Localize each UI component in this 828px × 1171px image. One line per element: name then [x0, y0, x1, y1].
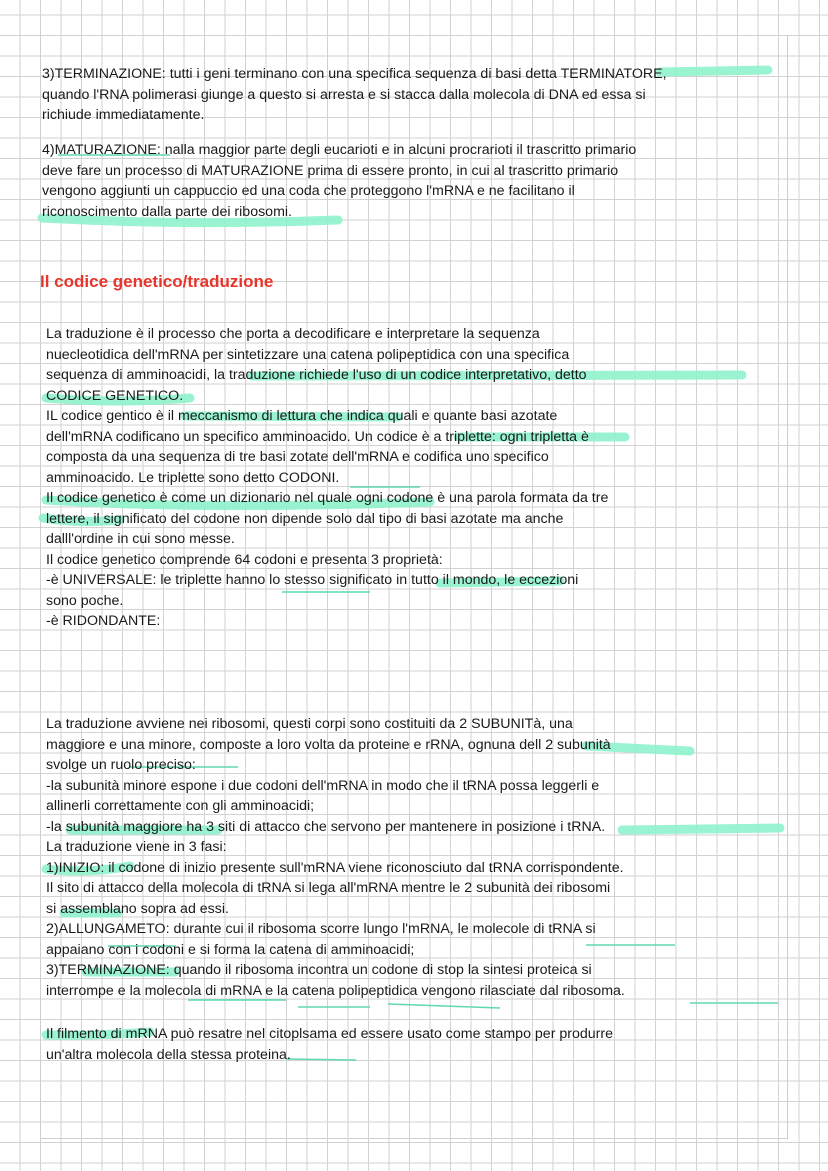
- text-line: 3)TERMINAZIONE: quando il ribosoma incontra un codone di stop la sintesi proteica si: [46, 962, 592, 978]
- text-line: appaiano con i codoni e si forma la catena di amminoacidi;: [46, 941, 415, 958]
- text-line: nuecleotidica dell'mRNA per sintetizzare una catena polipeptidica con una specifica: [46, 346, 570, 363]
- text-line: IL codice gentico è il meccanismo di lettura che indica quali e quante basi azotate: [46, 408, 558, 424]
- text-line: lettere, il significato del codone non dipende solo dal tipo di basi azotate ma anche: [46, 510, 564, 527]
- text-line: vengono aggiunti un cappuccio ed una coda che proteggono l'mRNA e ne facilitano il: [42, 183, 575, 199]
- text-line: Il filmento di mRNA può resatre nel citoplsama ed essere usato come stampo per produrre: [46, 1026, 613, 1042]
- text-line: deve fare un processo di MATURAZIONE prima di essere pronto, in cui al trascritto primario: [42, 162, 619, 179]
- text-line: dell'mRNA codificano un specifico amminoacido. Un codice è a triplette: ogni tripletta è: [46, 428, 589, 445]
- text-line: sono poche.: [46, 592, 124, 609]
- text-line: Il codice genetico è come un dizionario nel quale ogni codone è una parola formata da tre: [46, 490, 609, 506]
- section-codice-genetico: [46, 324, 778, 632]
- text-line: dalll'ordine in cui sono messe.: [46, 531, 235, 547]
- text-line: si assemblano sopra ad essi.: [46, 900, 229, 917]
- text-line: amminoacido. Le triplette sono detto CODONI.: [46, 469, 340, 486]
- section-traduzione-ribosomi: [46, 714, 778, 1001]
- text-line: CODICE GENETICO.: [46, 387, 184, 404]
- text-line: La traduzione avviene nei ribosomi, questi corpi sono costituiti da 2 SUBUNITà, una: [46, 716, 573, 732]
- text-line: sequenza di amminoacidi, la traduzione richiede l'uso di un codice interpretativo, detto: [46, 367, 587, 383]
- text-line: 1)INIZIO: il codone di inizio presente sull'mRNA viene riconosciuto dal tRNA corrispondente.: [46, 859, 624, 876]
- text-line: La traduzione viene in 3 fasi:: [46, 839, 227, 855]
- section-filmento: [46, 1024, 778, 1065]
- text-line: La traduzione è il processo che porta a decodificare e interpretare la sequenza: [46, 326, 540, 342]
- text-line: riconoscimento dalla parte dei ribosomi.: [42, 203, 292, 220]
- text-line: -è UNIVERSALE: le triplette hanno lo stesso significato in tutto il mondo, le eccezioni: [46, 572, 579, 588]
- text-line: un'altra molecola della stessa proteina.: [46, 1046, 291, 1063]
- text-line: 4)MATURAZIONE: nalla maggior parte degli eucarioti e in alcuni procrarioti il trascritto primario: [42, 142, 637, 158]
- text-line: 3)TERMINAZIONE: tutti i geni terminano con una specifica sequenza di basi detta TERMINATORE,: [42, 66, 667, 82]
- text-line: composta da una sequenza di tre basi zotate dell'mRNA e codifica uno specifico: [46, 449, 549, 465]
- text-line: Il sito di attacco della molecola di tRNA si lega all'mRNA mentre le 2 subunità dei ribosomi: [46, 880, 611, 896]
- section-maturazione: [42, 140, 770, 222]
- text-line: Il codice genetico comprende 64 codoni e presenta 3 proprietà:: [46, 551, 443, 568]
- section-terminazione: [42, 64, 770, 126]
- text-line: svolge un ruolo preciso:: [46, 757, 196, 773]
- text-line: richiude immediatamente.: [42, 107, 205, 123]
- text-line: -la subunità maggiore ha 3 siti di attacco che servono per mantenere in posizione i tRNA.: [46, 818, 606, 835]
- text-line: -la subunità minore espone i due codoni dell'mRNA in modo che il tRNA possa leggerli e: [46, 777, 600, 794]
- text-line: quando l'RNA polimerasi giunge a questo si arresta e si stacca dalla molecola di DNA ed essa si: [42, 86, 646, 103]
- text-line: allinerli correttamente con gli amminoacidi;: [46, 798, 315, 814]
- section-heading: Il codice genetico/traduzione: [40, 272, 274, 291]
- text-line: maggiore e una minore, composte a loro volta da proteine e rRNA, ognuna dell 2 subunità: [46, 736, 611, 753]
- text-line: 2)ALLUNGAMETO: durante cui il ribosoma scorre lungo l'mRNA, le molecole di tRNA si: [46, 921, 596, 937]
- text-line: interrompe e la molecola di mRNA e la catena polipeptidica vengono rilasciate dal ribosoma.: [46, 982, 625, 999]
- text-line: -è RIDONDANTE:: [46, 613, 161, 629]
